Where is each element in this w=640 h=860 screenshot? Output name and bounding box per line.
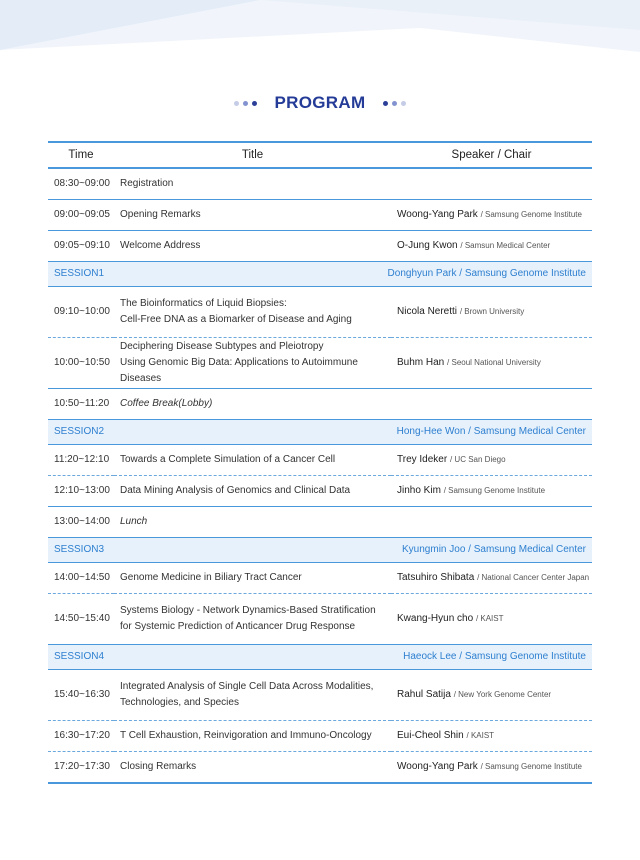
speaker-affiliation: / KAIST xyxy=(466,731,495,740)
row-time: 13:00~14:00 xyxy=(54,516,110,527)
lunch-label: Lunch xyxy=(120,516,148,527)
speaker-name: O-Jung Kwon xyxy=(397,240,458,251)
row-speaker xyxy=(391,445,592,476)
speaker-affiliation: / Brown University xyxy=(459,307,525,316)
row-title: Towards a Complete Simulation of a Cancer Cell xyxy=(114,445,391,476)
row-speaker xyxy=(391,594,592,645)
session-chair: Haeock Lee / Samsung Genome Institute xyxy=(114,645,592,670)
table-row xyxy=(48,200,592,231)
row-time: 16:30~17:20 xyxy=(48,721,114,752)
table-row xyxy=(48,231,592,262)
table-row xyxy=(48,476,592,507)
title-line-1: The Bioinformatics of Liquid Biopsies: xyxy=(120,298,287,309)
session-row xyxy=(48,645,592,670)
session-chair: Kyungmin Joo / Samsung Medical Center xyxy=(114,538,592,563)
row-time: 14:00~14:50 xyxy=(48,563,114,594)
row-title: Welcome Address xyxy=(120,240,201,251)
program-heading xyxy=(0,89,640,117)
speaker-name: Woong-Yang Park xyxy=(397,761,478,772)
row-time: 11:20~12:10 xyxy=(48,445,114,476)
speaker-name: Tatsuhiro Shibata xyxy=(397,572,475,583)
session-label: SESSION3 xyxy=(48,538,114,563)
header-time: Time xyxy=(48,142,114,168)
row-speaker xyxy=(391,287,592,338)
row-speaker xyxy=(391,338,592,389)
row-speaker xyxy=(391,563,592,594)
table-row xyxy=(48,752,592,784)
row-time: 17:20~17:30 xyxy=(54,761,110,772)
table-header-row xyxy=(48,142,592,168)
row-time: 09:05~09:10 xyxy=(54,240,110,251)
title-line-1: Systems Biology - Network Dynamics-Based Stratification xyxy=(120,605,376,616)
table-row xyxy=(48,721,592,752)
row-time: 08:30~09:00 xyxy=(48,168,114,200)
speaker-affiliation: / Samsung Genome Institute xyxy=(443,486,546,495)
row-title: Closing Remarks xyxy=(120,761,197,772)
speaker-affiliation: / Seoul National University xyxy=(447,358,541,367)
speaker-affiliation: / National Cancer Center Japan xyxy=(477,573,590,582)
row-title: Opening Remarks xyxy=(114,200,391,231)
title-line-2: Cell-Free DNA as a Biomarker of Disease and Aging xyxy=(120,314,352,325)
speaker-name: Eui-Cheol Shin xyxy=(397,730,464,741)
header-title: Title xyxy=(114,142,391,168)
row-time: 10:00~10:50 xyxy=(48,338,114,389)
title-line-2: Technologies, and Species xyxy=(120,697,239,708)
session-label: SESSION1 xyxy=(48,262,114,287)
speaker-affiliation: / UC San Diego xyxy=(449,455,506,464)
speaker-affiliation: / Samsung Genome Institute xyxy=(480,210,582,219)
title-line-2: for Systemic Prediction of Anticancer Drug Response xyxy=(120,621,356,632)
table-row xyxy=(48,168,592,200)
speaker-name: Buhm Han xyxy=(397,357,445,368)
page-title: PROGRAM xyxy=(274,93,366,112)
speaker-affiliation: / KAIST xyxy=(475,614,504,623)
table-row xyxy=(48,389,592,420)
speaker-affiliation: / Samsun Medical Center xyxy=(460,241,551,250)
table-row xyxy=(48,670,592,721)
row-speaker xyxy=(391,389,592,420)
table-row xyxy=(48,563,592,594)
row-title xyxy=(114,594,391,645)
row-speaker xyxy=(391,721,592,752)
table-row xyxy=(48,287,592,338)
row-title: T Cell Exhaustion, Reinvigoration and Immuno-Oncology xyxy=(114,721,391,752)
table-row xyxy=(48,445,592,476)
speaker-name: Trey Ideker xyxy=(397,454,448,465)
session-label: SESSION2 xyxy=(48,420,114,445)
left-dots-icon xyxy=(234,101,257,106)
row-title xyxy=(114,287,391,338)
title-line-1: Integrated Analysis of Single Cell Data Across Modalities, xyxy=(120,681,374,692)
row-speaker xyxy=(391,168,592,200)
background-decoration xyxy=(0,0,640,90)
row-speaker xyxy=(391,752,592,784)
table-row xyxy=(48,507,592,538)
session-label: SESSION4 xyxy=(48,645,114,670)
session-row xyxy=(48,538,592,563)
table-row xyxy=(48,594,592,645)
program-table xyxy=(48,141,592,784)
session-row xyxy=(48,262,592,287)
session-chair: Hong-Hee Won / Samsung Medical Center xyxy=(114,420,592,445)
row-speaker xyxy=(391,476,592,507)
row-title: Registration xyxy=(114,168,391,200)
row-time: 12:10~13:00 xyxy=(48,476,114,507)
speaker-affiliation: / Samsung Genome Institute xyxy=(480,762,582,771)
speaker-name: Nicola Neretti xyxy=(397,306,458,317)
row-speaker xyxy=(391,507,592,538)
speaker-name: Jinho Kim xyxy=(397,485,441,496)
table-row xyxy=(48,338,592,389)
speaker-affiliation: / New York Genome Center xyxy=(453,690,552,699)
row-time: 10:50~11:20 xyxy=(54,398,110,409)
speaker-name: Woong-Yang Park xyxy=(397,209,478,220)
speaker-name: Rahul Satija xyxy=(397,689,451,700)
coffee-break-label: Coffee Break(Lobby) xyxy=(120,398,213,409)
session-row xyxy=(48,420,592,445)
header-speaker: Speaker / Chair xyxy=(391,142,592,168)
row-time: 15:40~16:30 xyxy=(48,670,114,721)
title-line-1: Deciphering Disease Subtypes and Pleiotropy xyxy=(120,341,324,352)
row-speaker xyxy=(391,231,592,262)
row-title: Data Mining Analysis of Genomics and Clinical Data xyxy=(114,476,391,507)
row-speaker xyxy=(391,670,592,721)
right-dots-icon xyxy=(383,101,406,106)
row-time: 14:50~15:40 xyxy=(54,613,110,624)
session-chair: Donghyun Park / Samsung Genome Institute xyxy=(114,262,592,287)
row-speaker xyxy=(391,200,592,231)
row-time: 09:00~09:05 xyxy=(48,200,114,231)
row-time: 09:10~10:00 xyxy=(48,287,114,338)
speaker-name: Kwang-Hyun cho xyxy=(397,613,474,624)
title-line-2: Using Genomic Big Data: Applications to Autoimmune Diseases xyxy=(120,357,358,384)
row-title xyxy=(114,338,391,389)
row-title xyxy=(114,670,391,721)
row-title: Genome Medicine in Biliary Tract Cancer xyxy=(114,563,391,594)
